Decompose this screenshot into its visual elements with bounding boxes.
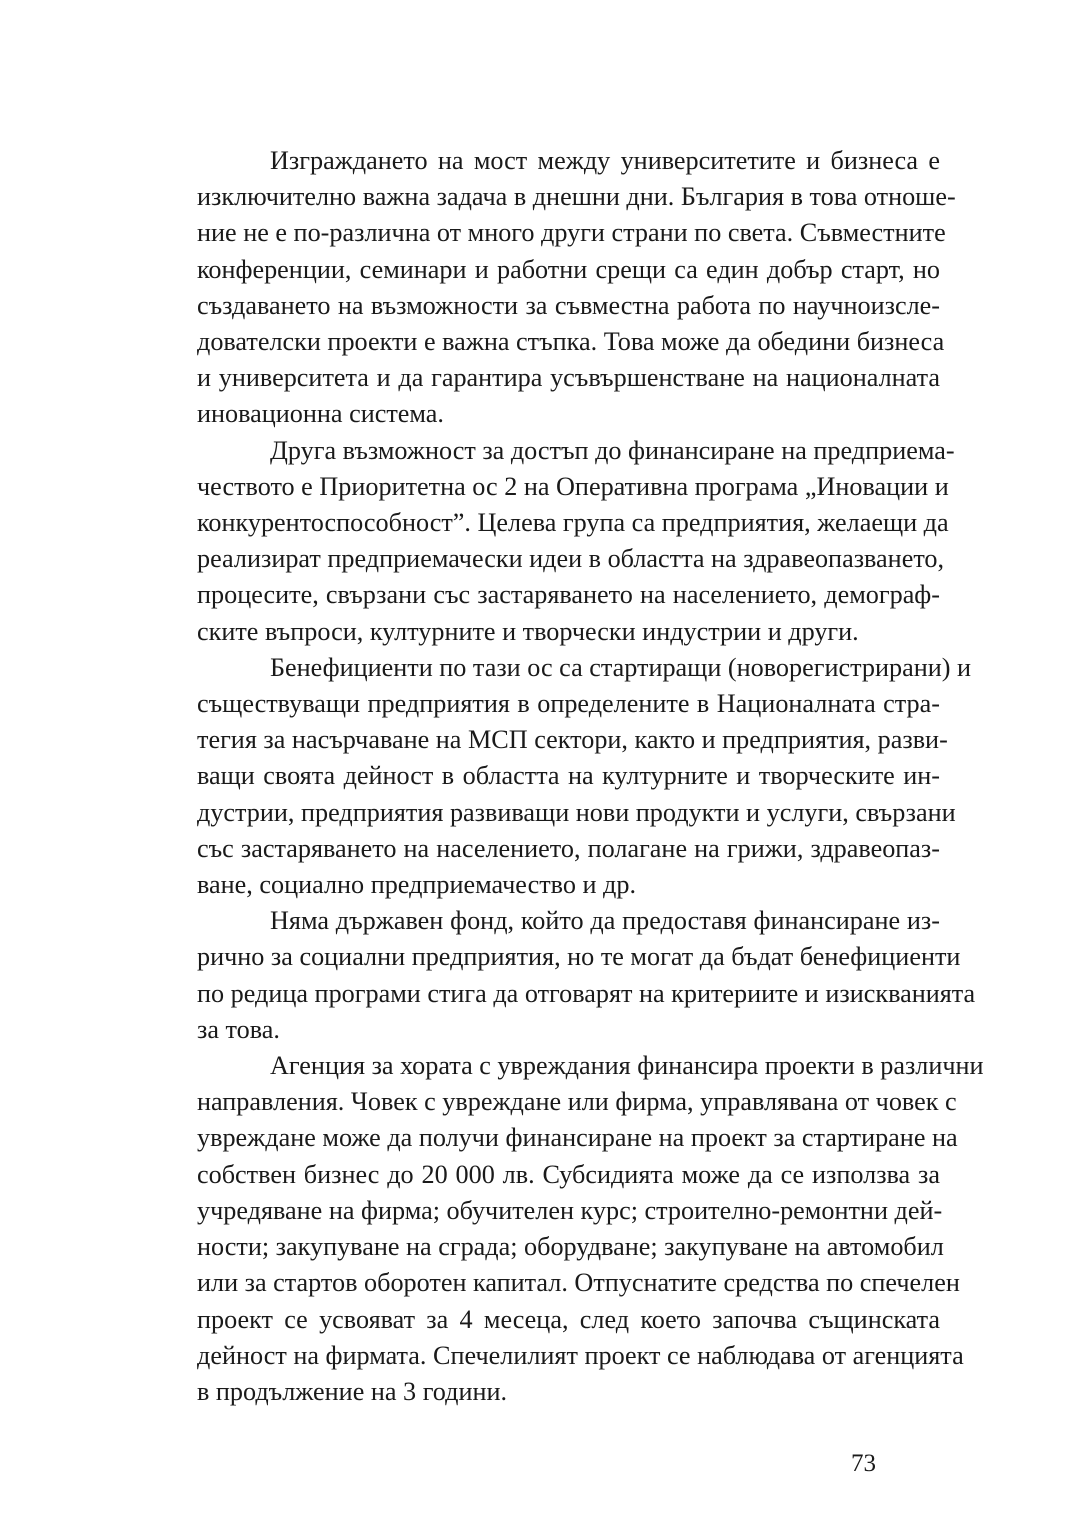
text-line: учредяване на фирма; обучителен курс; строително-ремонтни дей- (197, 1195, 943, 1225)
text-line: ване, социално предприемачество и др. (197, 870, 636, 900)
text-line: процесите, свързани със застаряването на населението, демограф- (197, 580, 940, 610)
text-line: дейност на фирмата. Спечелилият проект се наблюдава от агенцията (197, 1340, 964, 1370)
text-line: или за стартов оборотен капитал. Отпуснатите средства по спечелен (197, 1268, 960, 1298)
body-text (124, 143, 984, 1410)
text-line: в продължение на 3 години. (197, 1376, 508, 1406)
text-line: реализират предприемачески идеи в областта на здравеопазването, (197, 544, 945, 574)
paragraph (124, 143, 956, 433)
page-number: 73 (851, 1450, 876, 1477)
text-line: съществуващи предприятия в определените в Националната стра- (197, 689, 940, 719)
text-line: Друга възможност за достъп до финансиране на предприема- (270, 435, 955, 465)
text-line: дователски проекти е важна стъпка. Това може да обедини бизнеса (197, 327, 945, 357)
text-line: ващи своята дейност в областта на културните и творческите ин- (197, 761, 940, 791)
text-line: за това. (197, 1014, 280, 1044)
text-line: иновационна система. (197, 399, 444, 429)
text-line: увреждане може да получи финансиране на проект за стартиране на (197, 1123, 958, 1153)
text-line: чеството е Приоритетна ос 2 на Оперативна програма „Иновации и (197, 471, 949, 501)
text-line: Няма държавен фонд, който да предоставя финансиране из- (270, 906, 940, 936)
text-line: Изграждането на мост между университетите и бизнеса е (270, 146, 940, 175)
paragraph (124, 433, 955, 650)
text-line: по редица програми стига да отговарят на критериите и изискванията (197, 978, 976, 1008)
text-line: ние не е по-различна от много други страни по света. Съвместните (197, 218, 946, 248)
text-line: изключително важна задача в днешни дни. България в това отноше- (197, 182, 956, 212)
text-line: конкурентоспособност”. Целева група са предприятия, желаещи да (197, 508, 949, 538)
text-line: Агенция за хората с увреждания финансира проекти в различни (270, 1051, 984, 1081)
text-line: собствен бизнес до 20 000 лв. Субсидията може да се използва за (197, 1159, 940, 1189)
text-line: проект се усвояват за 4 месеца, след което започва същинската (197, 1304, 940, 1334)
text-line: ности; закупуване на сграда; оборудване; закупуване на автомобил (197, 1232, 944, 1262)
text-line: направления. Човек с увреждане или фирма, управлявана от човек с (197, 1087, 957, 1117)
paragraph (124, 650, 972, 903)
text-line: конференции, семинари и работни срещи са един добър старт, но (197, 254, 940, 284)
text-line: Бенефициенти по тази ос са стартиращи (новорегистрирани) и (270, 652, 972, 682)
text-line: ските въпроси, културните и творчески индустрии и други. (197, 616, 859, 646)
paragraph (124, 1048, 984, 1410)
text-line: тегия за насърчаване на МСП сектори, както и предприятия, разви- (197, 725, 948, 755)
text-line: и университета и да гарантира усъвършенстване на националната (197, 363, 940, 393)
text-line: със застаряването на населението, полагане на грижи, здравеопаз- (197, 833, 940, 863)
text-line: създаването на възможности за съвместна работа по научноизсле- (197, 290, 940, 320)
text-line: дустрии, предприятия развиващи нови продукти и услуги, свързани (197, 797, 956, 827)
text-line: рично за социални предприятия, но те могат да бъдат бенефициенти (197, 942, 961, 972)
paragraph (124, 903, 976, 1048)
